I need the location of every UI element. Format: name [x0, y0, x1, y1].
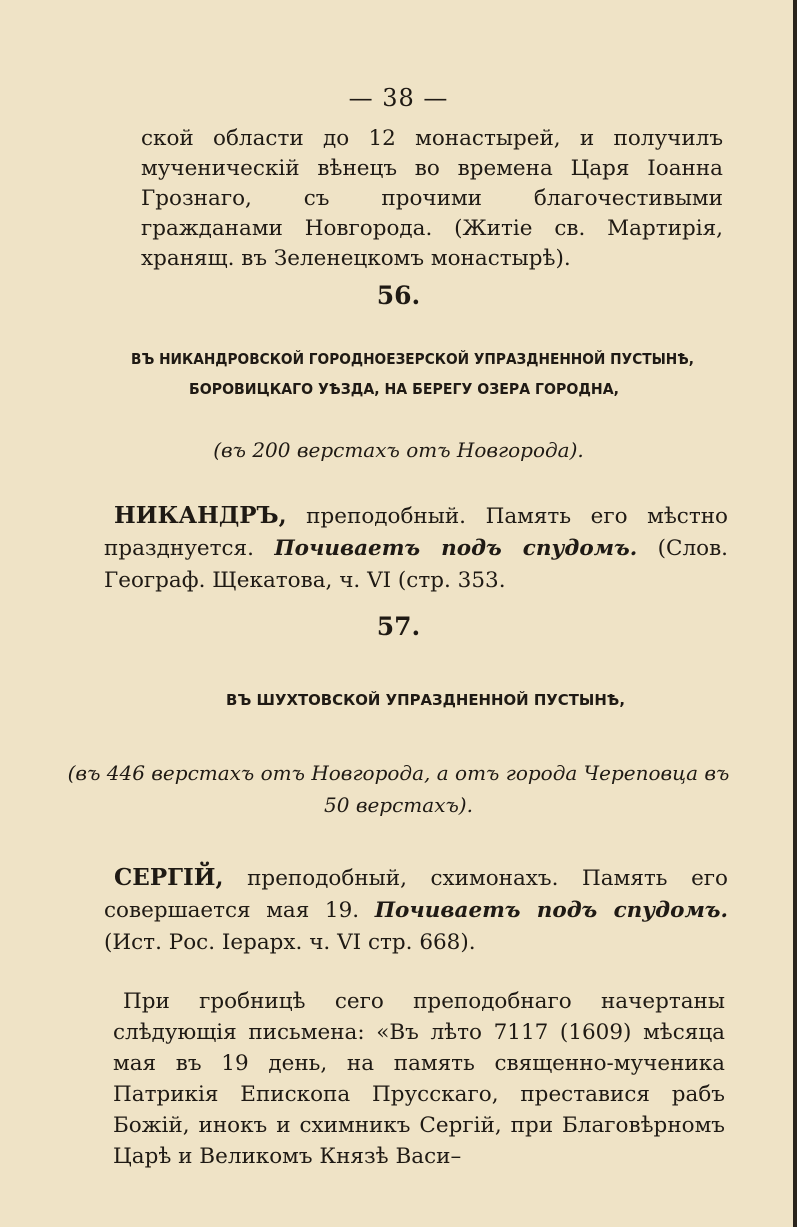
entry-italic: Почиваетъ подъ спудомъ.: [274, 536, 638, 561]
entry-text: преподобный, схимонахъ. Память его совершается мая 19.: [104, 866, 728, 923]
section-57-distance: [0, 757, 797, 821]
section-57-heading: ВЪ ШУХТОВСКОЙ УПРАЗДНЕННОЙ ПУСТЫНѢ,: [226, 691, 625, 709]
section-57-entry: [104, 862, 728, 959]
entry-name: СЕРГІЙ,: [114, 864, 224, 891]
paragraph-continuation: ской области до 12 монастырей, и получилъ мученическій вѣнецъ во времена Царя Іоанна Грознаго, съ прочими благочестивыми гражданами Новгорода. (Житіе св. Мартирія, хранящ. въ Зеленецкомъ монастырѣ).: [141, 126, 723, 271]
inscription-text: При гробницѣ сего преподобнаго начертаны слѣдующія письмена: «Въ лѣто 7117 (1609) мѣсяца мая въ 19 день, на память священно-мученика Патрикія Епископа Прусскаго, преставися рабъ Божій, инокъ и схимникъ Сергій, при Благовѣрномъ Царѣ и Великомъ Князѣ Васи–: [113, 989, 725, 1169]
section-number-56: 56.: [376, 281, 421, 310]
section-56-heading-line-2: БОРОВИЦКАГО УѢЗДА, НА БЕРЕГУ ОЗЕРА ГОРОДНА,: [189, 380, 619, 398]
entry-italic: Почиваетъ подъ спудомъ.: [374, 898, 728, 923]
page-number: — 38 —: [348, 84, 449, 112]
section-57-distance-line-1: (въ 446 верстахъ отъ Новгорода, а отъ города Череповца въ: [67, 761, 730, 785]
entry-name: НИКАНДРЪ,: [114, 502, 287, 529]
section-57-distance-line-2: 50 верстахъ).: [324, 793, 473, 817]
section-56-heading-line-1: ВЪ НИКАНДРОВСКОЙ ГОРОДНОЕЗЕРСКОЙ УПРАЗДНЕННОЙ ПУСТЫНѢ,: [131, 350, 694, 368]
section-56-distance: (въ 200 верстахъ отъ Новгорода).: [213, 438, 584, 462]
entry-reference: (Ист. Рос. Іерарх. ч. VI стр. 668).: [104, 930, 476, 955]
entry-reference: (Слов. Географ. Щекатова, ч. VI (стр. 353.: [104, 536, 729, 593]
entry-text: преподобный. Память его мѣстно празднуется.: [104, 504, 728, 561]
section-56-entry: [104, 500, 728, 597]
paragraph-inscription: [113, 986, 725, 1172]
section-number-57: 57.: [376, 612, 421, 641]
